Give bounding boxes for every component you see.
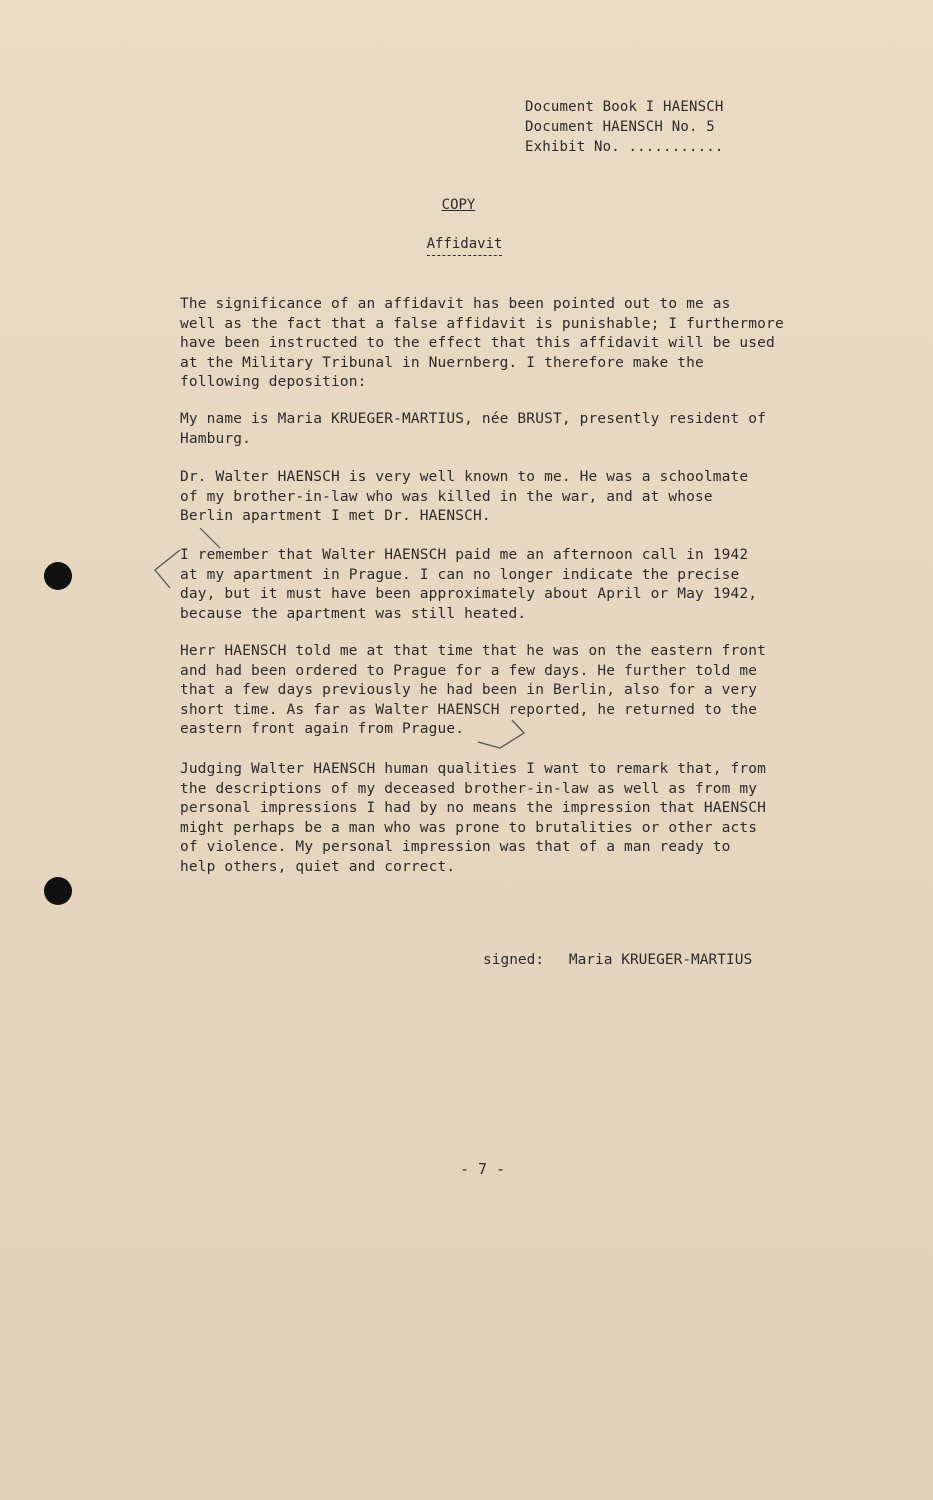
- document-number-line: Document HAENSCH No. 5: [525, 119, 715, 135]
- check-mark-upper: [200, 528, 220, 548]
- right-bracket-mark: [478, 720, 524, 748]
- signature-label: signed:: [483, 952, 545, 968]
- affidavit-heading-text: Affidavit: [427, 236, 503, 256]
- paragraph-character: Judging Walter HAENSCH human qualities I want to remark that, from the descriptions of my deceased brother-in-law as well as from my personal impressions I had by no means the impression that HAENSCH might perhaps be a man who was prone to brutalities or other acts of violence. My personal impression was that of a man ready to help others, quiet and correct.: [180, 761, 767, 875]
- document-book-line: Document Book I HAENSCH: [525, 99, 724, 115]
- paragraph-oath: The significance of an affidavit has been pointed out to me as well as the fact that a false affidavit is punishable; I furthermore have been instructed to the effect that this affidavit will be used at the Military Tribunal in Nuernberg. I therefore make the following deposition:: [180, 296, 784, 391]
- paragraph-eastern-front: Herr HAENSCH told me at that time that he was on the eastern front and had been ordered to Prague for a few days. He further told me that a few days previously he had been in Berlin, also for a very short time. As far as Walter HAENSCH reported, he returned to the eastern front again from Prague.: [180, 643, 767, 738]
- copy-heading: COPY: [441, 197, 476, 213]
- page-number: - 7 -: [460, 1160, 506, 1178]
- paragraph-visit: I remember that Walter HAENSCH paid me an afternoon call in 1942 at my apartment in Prague. I can no longer indicate the precise day, but it must have been approximately about April or May 1942, because the apartment was still heated.: [180, 547, 758, 622]
- paragraph-acquaintance: Dr. Walter HAENSCH is very well known to me. He was a schoolmate of my brother-in-law who was killed in the war, and at whose Berlin apartment I met Dr. HAENSCH.: [180, 469, 749, 525]
- paragraph-identity: My name is Maria KRUEGER-MARTIUS, née BRUST, presently resident of Hamburg.: [180, 411, 767, 447]
- left-bracket-mark: [155, 550, 180, 588]
- exhibit-number-line: Exhibit No. ...........: [525, 139, 724, 155]
- signature-name: Maria KRUEGER-MARTIUS: [568, 952, 753, 968]
